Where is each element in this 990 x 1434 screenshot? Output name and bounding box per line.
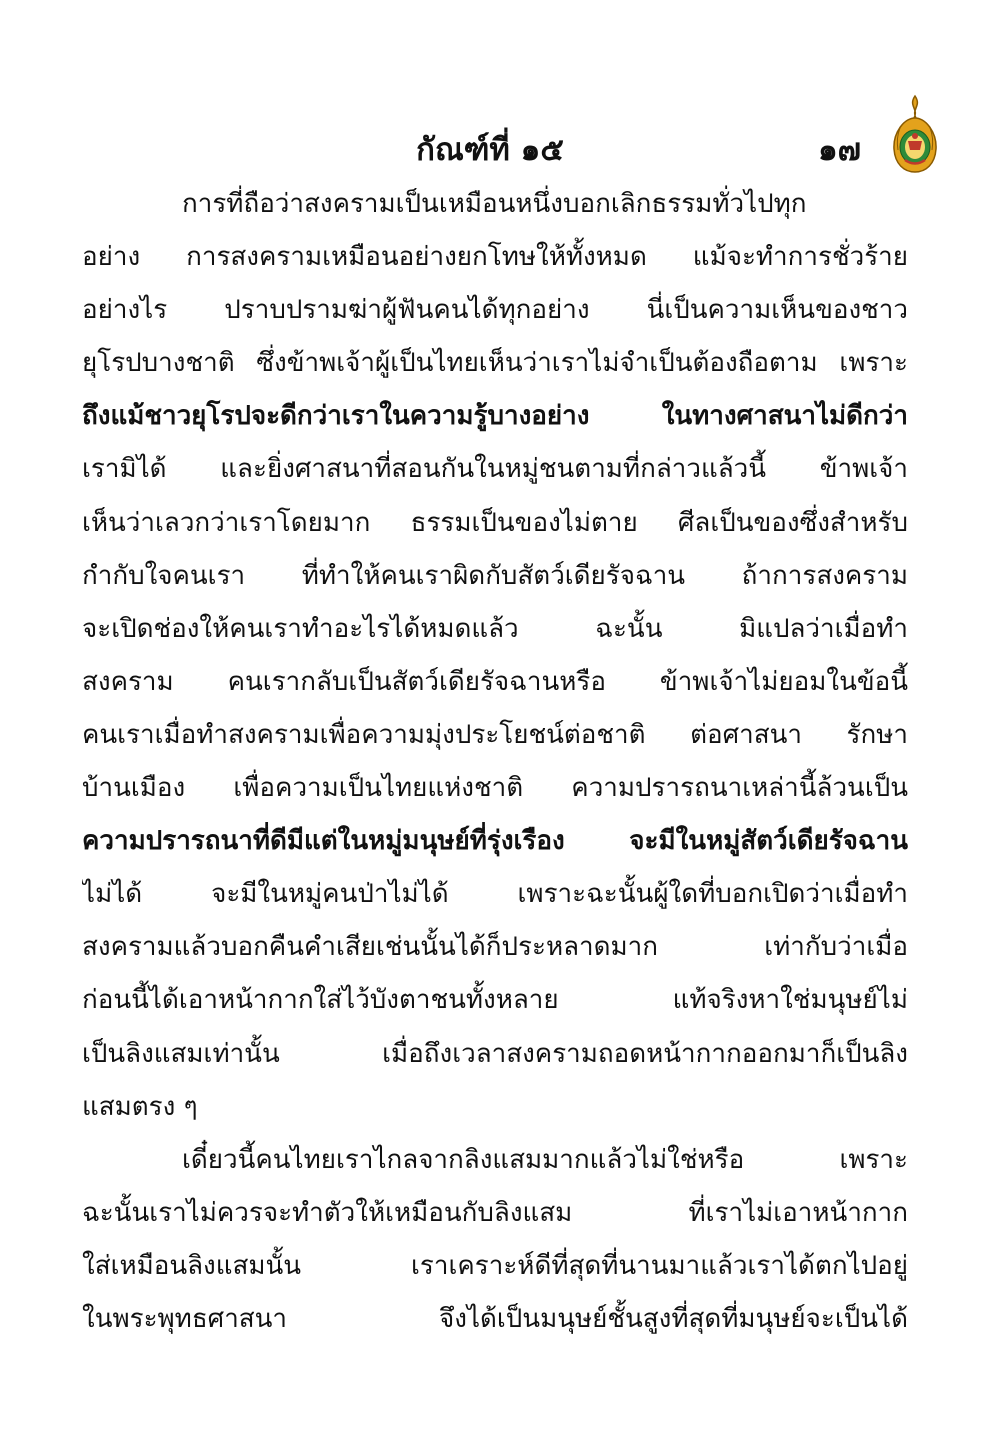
text-line: กำกับใจคนเรา ที่ทำให้คนเราผิดกับสัตว์เดียรัจฉาน ถ้าการสงคราม	[82, 560, 908, 591]
text-line: คนเราเมื่อทำสงครามเพื่อความมุ่งประโยชน์ต่อชาติ ต่อศาสนา รักษา	[82, 719, 908, 750]
text-line: ฉะนั้นเราไม่ควรจะทำตัวให้เหมือนกับลิงแสม ที่เราไม่เอาหน้ากาก	[82, 1197, 908, 1228]
text-line: ในพระพุทธศาสนา จึงได้เป็นมนุษย์ชั้นสูงที่สุดที่มนุษย์จะเป็นได้	[82, 1303, 908, 1334]
text-line: บ้านเมือง เพื่อความเป็นไทยแห่งชาติ ความปรารถนาเหล่านี้ล้วนเป็น	[82, 773, 908, 804]
text-line: เป็นลิงแสมเท่านั้น เมื่อถึงเวลาสงครามถอดหน้ากากออกมาก็เป็นลิง	[82, 1038, 908, 1069]
text-line: การที่ถือว่าสงครามเป็นเหมือนหนึ่งบอกเลิกธรรมทั่วไปทุก	[182, 189, 807, 219]
text-line: อย่างไร ปราบปรามฆ่าผู้ฟันคนได้ทุกอย่าง นี่เป็นความเห็นของชาว	[82, 295, 908, 326]
chapter-title: กัณฑ์ที่ ๑๕	[416, 132, 564, 168]
text-line: ไม่ได้ จะมีในหมู่คนป่าไม่ได้ เพราะฉะนั้นผู้ใดที่บอกเปิดว่าเมื่อทำ	[82, 879, 908, 910]
text-line: ยุโรปบางชาติ ซึ่งข้าพเจ้าผู้เป็นไทยเห็นว่าเราไม่จำเป็นต้องถือตาม เพราะ	[82, 348, 908, 379]
text-line: เดี๋ยวนี้คนไทยเราไกลจากลิงแสมมากแล้วไม่ใช่หรือ เพราะ	[182, 1144, 908, 1175]
page-number: ๑๗	[818, 132, 861, 168]
text-line: ใส่เหมือนลิงแสมนั้น เราเคราะห์ดีที่สุดที่นานมาแล้วเราได้ตกไปอยู่	[82, 1250, 908, 1281]
text-line: แสมตรง ๆ	[82, 1091, 198, 1122]
body-text	[82, 178, 908, 1346]
ministry-of-education-emblem-icon	[888, 94, 942, 174]
text-line: อย่าง การสงครามเหมือนอย่างยกโทษให้ทั้งหมด แม้จะทำการชั่วร้าย	[82, 242, 908, 273]
text-line: ความปรารถนาที่ดีมีแต่ในหมู่มนุษย์ที่รุ่งเรือง จะมีในหมู่สัตว์เดียรัจฉาน	[82, 826, 908, 857]
text-line: ถึงแม้ชาวยุโรปจะดีกว่าเราในความรู้บางอย่าง ในทางศาสนาไม่ดีกว่า	[82, 401, 908, 432]
text-line: ก่อนนี้ได้เอาหน้ากากใส่ไว้บังตาชนทั้งหลาย แท้จริงหาใช่มนุษย์ไม่	[82, 985, 908, 1016]
text-line: จะเปิดช่องให้คนเราทำอะไรได้หมดแล้ว ฉะนั้น มิแปลว่าเมื่อทำ	[82, 613, 908, 644]
text-line: เรามิได้ และยิ่งศาสนาที่สอนกันในหมู่ชนตามที่กล่าวแล้วนี้ ข้าพเจ้า	[82, 454, 908, 485]
text-line: สงคราม คนเรากลับเป็นสัตว์เดียรัจฉานหรือ ข้าพเจ้าไม่ยอมในข้อนี้	[82, 666, 908, 697]
text-line: สงครามแล้วบอกคืนคำเสียเช่นนั้นได้ก็ประหลาดมาก เท่ากับว่าเมื่อ	[82, 932, 908, 963]
text-line: เห็นว่าเลวกว่าเราโดยมาก ธรรมเป็นของไม่ตาย ศีลเป็นของซึ่งสำหรับ	[82, 507, 908, 538]
